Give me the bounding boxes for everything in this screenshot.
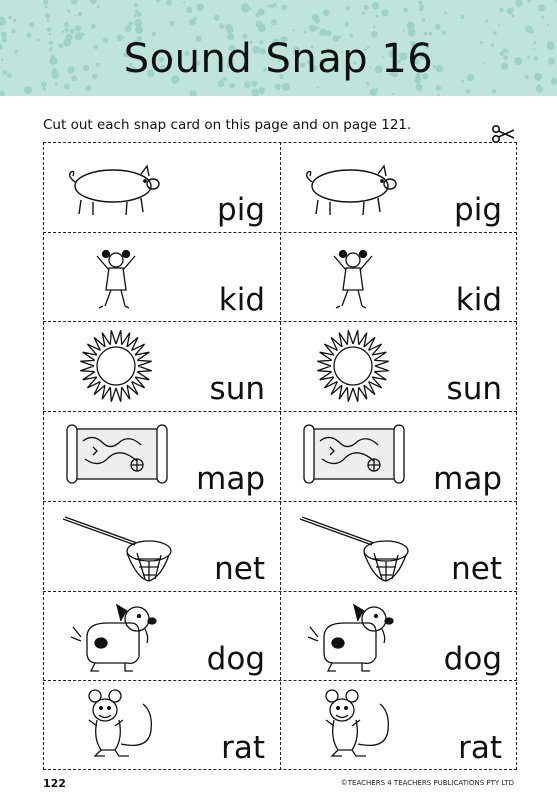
pattern-dot: [0, 18, 6, 26]
pattern-dot: [219, 23, 225, 29]
net-icon: [57, 507, 175, 585]
pattern-dot: [268, 5, 271, 8]
pattern-dot: [525, 25, 533, 33]
rat-icon: [57, 686, 175, 764]
snap-card: [43, 501, 279, 589]
pattern-dot: [547, 24, 549, 26]
snap-card: [280, 142, 516, 230]
pattern-dot: [64, 83, 70, 89]
pattern-dot: [275, 84, 281, 90]
pattern-dot: [317, 87, 319, 89]
pattern-dot: [373, 26, 376, 29]
pattern-dot: [186, 7, 192, 13]
pattern-dot: [226, 26, 233, 33]
pattern-dot: [542, 16, 545, 19]
snap-card: [280, 591, 516, 679]
sun-icon: [294, 327, 412, 405]
snap-card: [43, 232, 279, 320]
pattern-dot: [418, 0, 422, 4]
snap-card: [280, 321, 516, 409]
pattern-dot: [255, 82, 258, 85]
pattern-dot: [134, 15, 137, 18]
pattern-dot: [312, 14, 319, 21]
pattern-dot: [403, 7, 408, 12]
pattern-dot: [156, 0, 161, 2]
card-word: sun: [446, 371, 502, 408]
pattern-dot: [316, 27, 319, 30]
pattern-dot: [0, 91, 5, 96]
pattern-dot: [344, 22, 349, 27]
pattern-dot: [485, 19, 488, 22]
pattern-dot: [442, 31, 446, 35]
snap-card: [280, 411, 516, 499]
pattern-dot: [45, 13, 50, 18]
pattern-dot: [493, 31, 497, 35]
pattern-dot: [29, 22, 34, 27]
pattern-dot: [282, 83, 290, 91]
pattern-dot: [214, 15, 220, 21]
pattern-dot: [323, 9, 330, 16]
card-word: dog: [206, 640, 265, 677]
dog-icon: [294, 597, 412, 675]
pattern-dot: [250, 8, 252, 10]
pattern-dot: [11, 29, 15, 33]
pattern-dot: [255, 13, 260, 18]
pattern-dot: [538, 84, 541, 87]
pattern-dot: [169, 21, 174, 26]
page-number: 122: [43, 777, 66, 790]
pattern-dot: [89, 0, 96, 4]
pattern-dot: [364, 5, 369, 10]
pattern-dot: [64, 22, 69, 27]
pattern-dot: [45, 5, 48, 8]
pattern-dot: [47, 19, 50, 22]
pattern-dot: [75, 25, 81, 31]
net-icon: [294, 507, 412, 585]
snap-card: [43, 680, 279, 768]
pattern-dot: [55, 82, 58, 85]
pattern-dot: [466, 89, 471, 94]
pattern-dot: [511, 15, 514, 18]
pattern-dot: [75, 15, 77, 17]
pattern-dot: [86, 85, 92, 91]
pattern-dot: [419, 7, 423, 11]
pattern-dot: [345, 6, 350, 11]
pattern-dot: [24, 86, 32, 94]
rat-icon: [294, 686, 412, 764]
pattern-dot: [515, 0, 522, 7]
pattern-dot: [271, 19, 277, 25]
kid-icon: [57, 238, 175, 316]
pattern-dot: [193, 17, 197, 21]
pattern-dot: [258, 24, 266, 32]
snap-card: [43, 411, 279, 499]
pattern-dot: [97, 5, 100, 8]
pattern-dot: [137, 12, 142, 17]
pattern-dot: [183, 1, 185, 3]
pattern-dot: [67, 10, 70, 13]
pattern-dot: [281, 5, 287, 11]
card-word: pig: [454, 192, 502, 228]
pattern-dot: [41, 82, 47, 88]
pattern-dot: [129, 21, 133, 25]
map-icon: [57, 417, 175, 495]
pattern-dot: [91, 24, 96, 29]
snap-card: [280, 232, 516, 320]
pattern-dot: [437, 94, 440, 96]
pattern-dot: [309, 25, 316, 32]
snap-card: [43, 142, 279, 230]
pattern-dot: [43, 0, 48, 5]
pattern-dot: [293, 29, 295, 31]
snap-card: [280, 680, 516, 768]
pattern-dot: [134, 19, 142, 27]
pattern-dot: [134, 3, 138, 7]
card-word: net: [214, 550, 265, 587]
snap-card: [280, 501, 516, 589]
pattern-dot: [366, 82, 369, 85]
pattern-dot: [421, 18, 425, 22]
pattern-dot: [62, 30, 65, 33]
scissors-icon: [491, 124, 515, 144]
page-title: Sound Snap 16: [123, 36, 434, 82]
pattern-dot: [498, 24, 500, 26]
page-header: [0, 0, 557, 96]
card-word: rat: [221, 730, 265, 767]
snap-card: [43, 591, 279, 679]
pattern-dot: [499, 8, 504, 13]
pig-icon: [294, 148, 412, 226]
pattern-dot: [196, 4, 204, 12]
card-word: net: [451, 550, 502, 587]
pattern-dot: [362, 11, 365, 14]
pattern-dot: [166, 0, 172, 6]
pattern-dot: [444, 12, 447, 15]
pattern-dot: [8, 16, 12, 20]
pattern-dot: [381, 9, 388, 16]
copyright-text: ©TEACHERS 4 TEACHERS PUBLICATIONS PTY LTD: [340, 779, 514, 787]
pattern-dot: [403, 30, 405, 32]
pattern-dot: [190, 90, 197, 96]
snap-card: [43, 321, 279, 409]
pattern-dot: [492, 89, 496, 93]
card-word: map: [433, 461, 502, 498]
pattern-dot: [270, 4, 274, 8]
pattern-dot: [416, 84, 423, 91]
pattern-dot: [303, 30, 306, 33]
card-word: kid: [455, 281, 502, 318]
pattern-dot: [241, 3, 249, 11]
pattern-dot: [13, 19, 17, 23]
pattern-dot: [47, 27, 52, 32]
sun-icon: [57, 327, 175, 405]
pattern-dot: [43, 87, 47, 91]
pattern-dot: [372, 2, 380, 10]
pattern-dot: [252, 89, 260, 96]
instruction-text: Cut out each snap card on this page and on page 121.: [43, 117, 412, 133]
pattern-dot: [407, 22, 415, 30]
pattern-dot: [49, 33, 52, 36]
dog-icon: [57, 597, 175, 675]
pattern-dot: [460, 15, 464, 19]
pattern-dot: [271, 26, 273, 28]
pattern-dot: [538, 4, 545, 11]
kid-icon: [294, 238, 412, 316]
card-word: map: [196, 461, 265, 498]
pig-icon: [57, 148, 175, 226]
pattern-dot: [435, 24, 441, 30]
pattern-dot: [64, 27, 69, 32]
card-word: kid: [218, 281, 265, 318]
pattern-dot: [135, 26, 143, 34]
pattern-dot: [244, 81, 251, 88]
pattern-dot: [375, 88, 378, 91]
pattern-dot: [527, 0, 531, 2]
pattern-dot: [70, 29, 75, 34]
pattern-dot: [71, 0, 78, 5]
pattern-dot: [230, 83, 236, 89]
card-word: dog: [443, 640, 502, 677]
pattern-dot: [78, 12, 82, 16]
pattern-dot: [375, 15, 378, 18]
pattern-dot: [125, 27, 129, 31]
card-word: sun: [209, 371, 265, 408]
pattern-dot: [258, 87, 265, 94]
card-word: rat: [458, 730, 502, 767]
pattern-dot: [507, 8, 514, 15]
pattern-dot: [392, 93, 394, 95]
pattern-dot: [436, 85, 441, 90]
card-word: pig: [217, 192, 265, 228]
map-icon: [294, 417, 412, 495]
